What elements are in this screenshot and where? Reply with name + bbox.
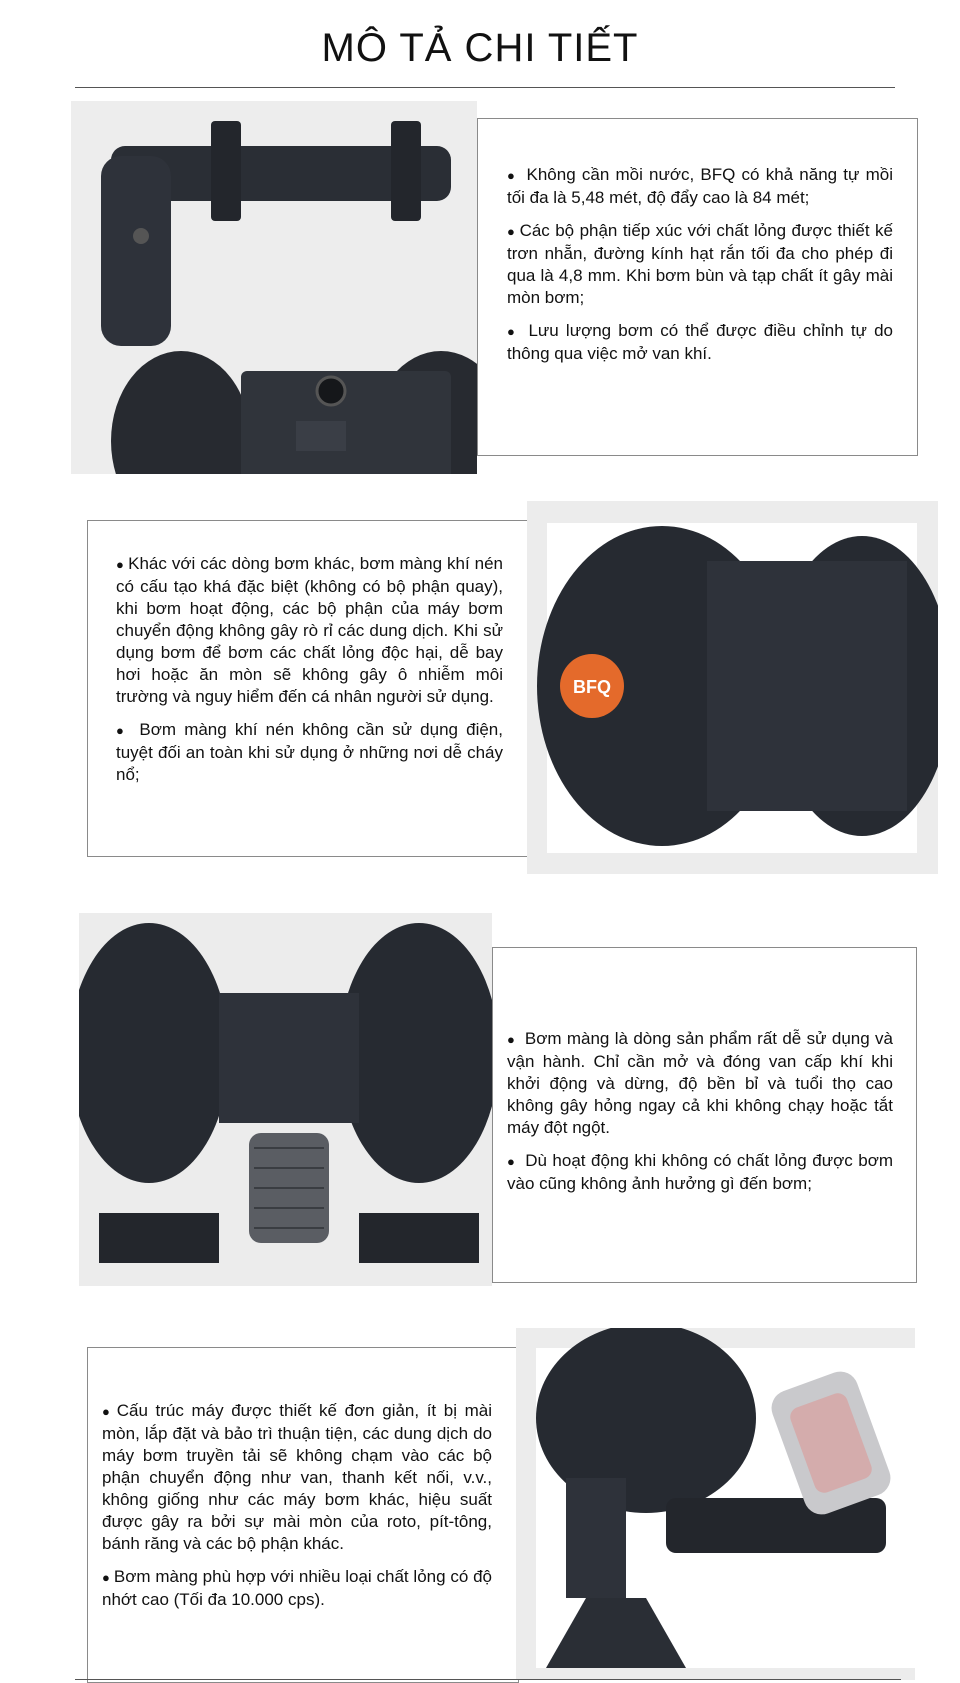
page-title: MÔ TẢ CHI TIẾT	[321, 26, 639, 70]
pump-image-2	[527, 501, 938, 874]
pump-image-1	[71, 101, 477, 474]
paragraph-text: Bơm màng khí nén không cần sử dụng điện, tuyệt đối an toàn khi sử dụng ở những nơi dễ cháy nổ;	[116, 720, 503, 784]
bullet-icon: ●	[116, 723, 128, 738]
paragraph-text: Cấu trúc máy được thiết kế đơn giản, ít bị mài mòn, lắp đặt và bảo trì thuận tiện, các dung dịch do máy bơm truyền tải sẽ không chạm vào các bộ phận chuyển động như van, thanh kết nối, v.v., không giống như các máy bơm khác, hiệu suất được gây ra bởi sự mài mòn của roto, pít-tông, bánh răng và các bộ phận khác.	[102, 1401, 492, 1553]
paragraph	[507, 220, 893, 309]
logo-text: BFQ	[573, 677, 611, 697]
title-divider	[75, 87, 895, 88]
paragraph	[116, 553, 503, 708]
bullet-icon: ●	[507, 324, 518, 339]
paragraph	[507, 164, 893, 209]
paragraph-text: Không cần mồi nước, BFQ có khả năng tự mồi tối đa là 5,48 mét, độ đẩy cao là 84 mét;	[507, 165, 893, 207]
bullet-icon: ●	[507, 1154, 516, 1169]
section-1-text	[507, 164, 893, 376]
bullet-icon: ●	[507, 1032, 516, 1047]
bullet-icon: ●	[102, 1570, 110, 1585]
paragraph	[507, 320, 893, 365]
bullet-icon: ●	[507, 168, 517, 183]
paragraph-text: Khác với các dòng bơm khác, bơm màng khí nén có cấu tạo khá đặc biệt (không có bộ phận quay), khi bơm hoạt động, các bộ phận của máy bơm chuyển động không gây rò rỉ các dung dịch. Khi sử dụng bơm để bơm các chất lỏng độc hại, dễ bay hơi hoặc ăn mòn sẽ không gây ô nhiễm môi trường và nguy hiểm đến cá nhân người sử dụng.	[116, 554, 503, 706]
pump-image-4	[516, 1328, 915, 1680]
paragraph	[102, 1566, 492, 1611]
paragraph	[116, 719, 503, 786]
paragraph	[102, 1400, 492, 1555]
bullet-icon: ●	[507, 224, 516, 239]
paragraph	[507, 1150, 893, 1195]
paragraph-text: Lưu lượng bơm có thể được điều chỉnh tự do thông qua việc mở van khí.	[507, 321, 894, 363]
pump-image-3	[79, 913, 492, 1286]
paragraph-text: Bơm màng là dòng sản phẩm rất dễ sử dụng và vận hành. Chỉ cần mở và đóng van cấp khí khi khởi động và dừng, độ bền bỉ và tuổi thọ cao không gây hỏng ngay cả khi không chạy hoặc tắt máy đột ngột.	[507, 1029, 893, 1137]
paragraph-text: Dù hoạt động khi không có chất lỏng được bơm vào cũng không ảnh hưởng gì đến bơm;	[507, 1151, 894, 1193]
bullet-icon: ●	[102, 1404, 113, 1419]
section-2-text	[116, 553, 503, 797]
section-3-text	[507, 1028, 893, 1206]
paragraph-text: Bơm màng phù hợp với nhiều loại chất lỏng có độ nhớt cao (Tối đa 10.000 cps).	[102, 1567, 492, 1609]
paragraph-text: Các bộ phận tiếp xúc với chất lỏng được thiết kế trơn nhẵn, đường kính hạt rắn tối đa cho phép đi qua là 4,8 mm. Khi bơm bùn và tạp chất ít gây mài mòn bơm;	[507, 221, 893, 307]
bullet-icon: ●	[116, 557, 125, 572]
paragraph	[507, 1028, 893, 1139]
section-4-text	[102, 1400, 492, 1622]
